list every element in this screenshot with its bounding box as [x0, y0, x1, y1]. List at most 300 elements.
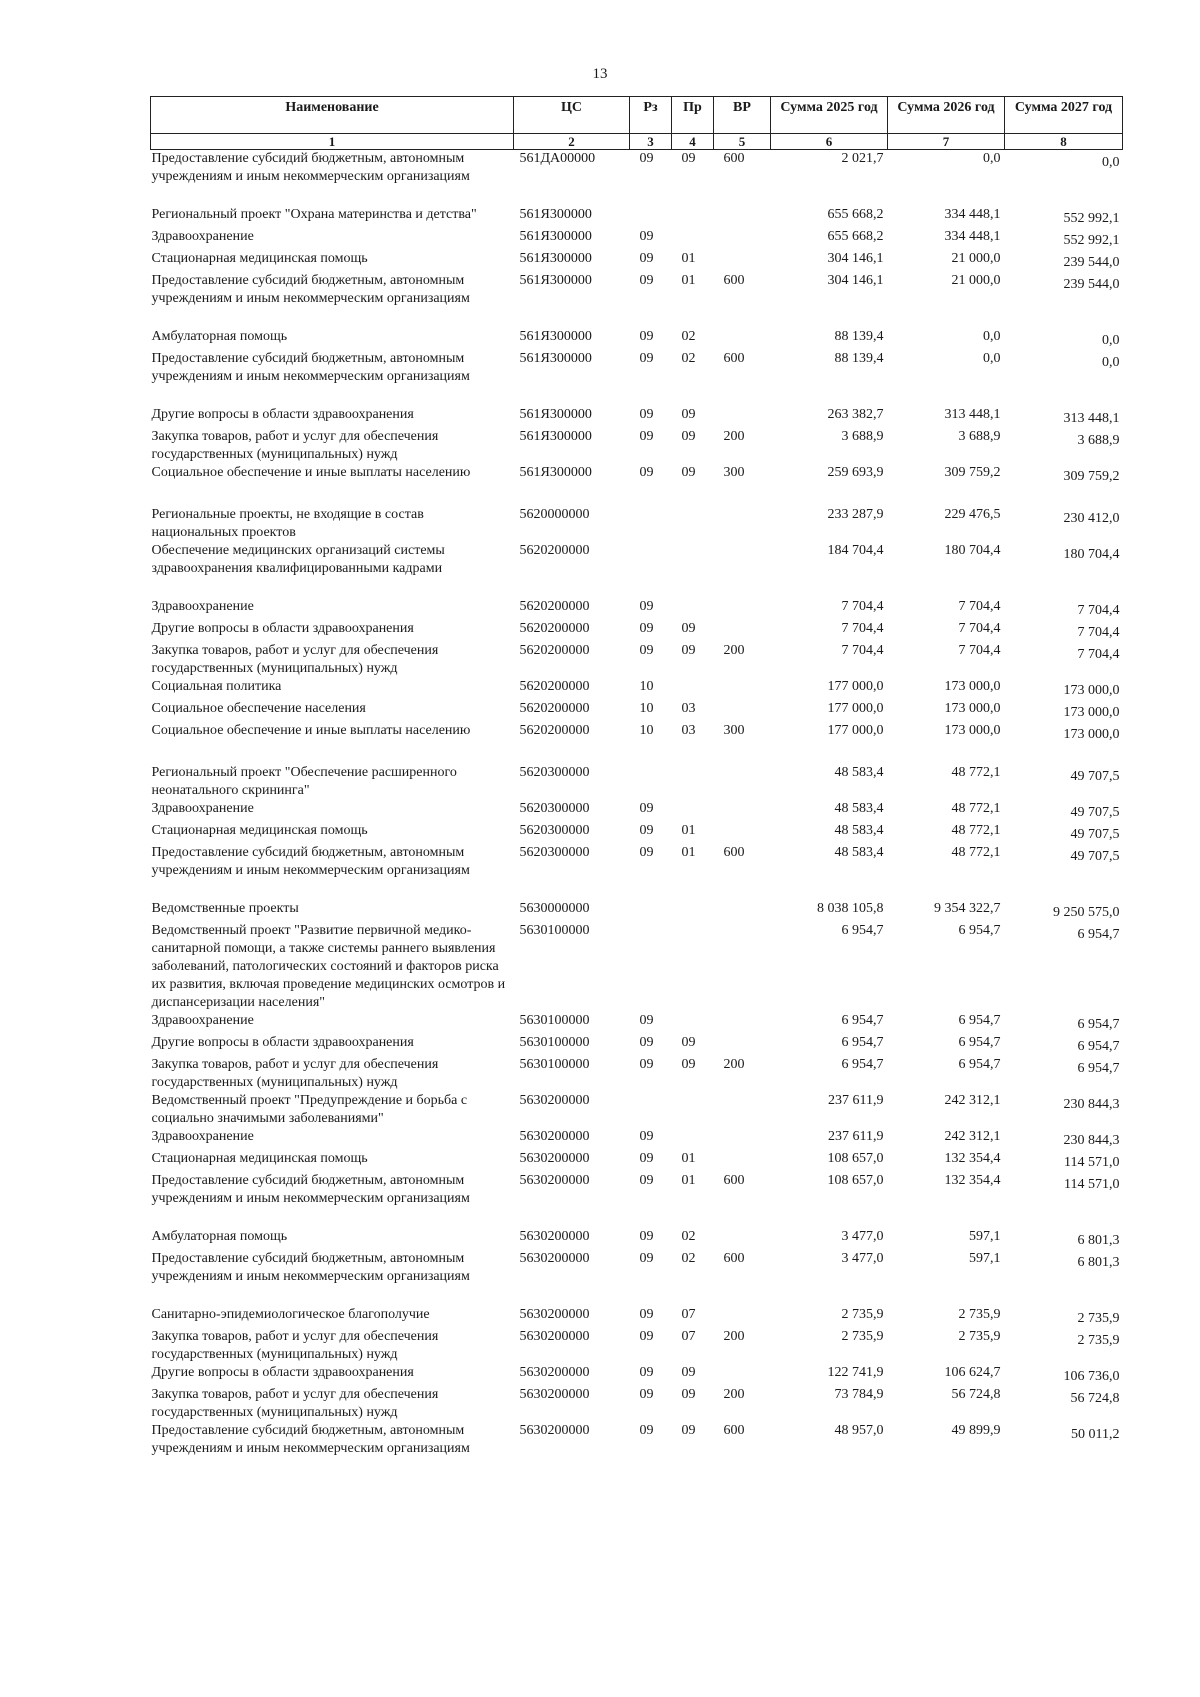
row-name: Закупка товаров, работ и услуг для обеспечения государственных (муниципальных) нужд	[151, 429, 439, 462]
row-sum-2025: 73 784,9	[834, 1387, 884, 1402]
row-sum-2025: 3 477,0	[841, 1229, 884, 1244]
row-sum-2027: 49 707,5	[1070, 805, 1120, 820]
row-name: Региональные проекты, не входящие в состав национальных проектов	[151, 507, 424, 540]
row-sum-2025: 177 000,0	[827, 679, 884, 694]
row-section: 09	[639, 1229, 654, 1244]
row-sum-2027: 2 735,9	[1077, 1333, 1120, 1348]
row-target-code: 5630200000	[519, 1129, 590, 1144]
row-subsection	[672, 206, 714, 228]
row-spacer-cell	[151, 578, 1123, 598]
row-sum-2027: 552 992,1	[1063, 211, 1120, 226]
row-sum-2026: 334 448,1	[944, 207, 1001, 222]
row-name: Санитарно-эпидемиологическое благополучие	[151, 1307, 430, 1322]
row-sum-2026: 173 000,0	[944, 679, 1001, 694]
row-sum-2027: 6 954,7	[1077, 1017, 1120, 1032]
header-vr: ВР	[714, 97, 771, 134]
row-section: 09	[639, 1387, 654, 1402]
row-target-code: 5630200000	[519, 1423, 590, 1438]
row-sum-2025: 3 688,9	[841, 429, 884, 444]
row-section	[630, 764, 672, 800]
row-sum-2026: 21 000,0	[951, 251, 1001, 266]
row-name: Стационарная медицинская помощь	[151, 823, 368, 838]
row-sum-2025: 6 954,7	[841, 923, 884, 938]
column-number: 2	[514, 134, 630, 150]
row-target-code: 561Я300000	[519, 329, 592, 344]
row-subsection: 03	[681, 701, 696, 716]
row-name: Здравоохранение	[151, 1129, 254, 1144]
row-subsection: 01	[681, 273, 696, 288]
row-sum-2025: 48 583,4	[834, 823, 884, 838]
row-sum-2026: 173 000,0	[944, 701, 1001, 716]
row-expense-type: 600	[723, 351, 745, 366]
row-sum-2026: 48 772,1	[951, 823, 1001, 838]
row-target-code: 5630200000	[519, 1307, 590, 1322]
row-section: 09	[639, 823, 654, 838]
row-target-code: 561Я300000	[519, 229, 592, 244]
row-section: 09	[639, 429, 654, 444]
row-sum-2026: 180 704,4	[944, 543, 1001, 558]
row-section: 09	[639, 351, 654, 366]
row-expense-type	[714, 800, 771, 822]
row-expense-type: 300	[723, 723, 745, 738]
table-row	[151, 844, 1123, 880]
table-row	[151, 1228, 1123, 1250]
row-name: Закупка товаров, работ и услуг для обеспечения государственных (муниципальных) нужд	[151, 1057, 439, 1090]
row-sum-2027: 6 954,7	[1077, 927, 1120, 942]
row-section: 10	[639, 701, 654, 716]
budget-table	[150, 96, 1123, 1458]
row-target-code: 5620000000	[519, 507, 590, 522]
row-section	[630, 206, 672, 228]
row-expense-type: 600	[723, 845, 745, 860]
row-sum-2027: 230 844,3	[1063, 1133, 1120, 1148]
row-name: Стационарная медицинская помощь	[151, 1151, 368, 1166]
table-row	[151, 1056, 1123, 1092]
row-expense-type	[714, 1306, 771, 1328]
row-subsection: 01	[681, 1151, 696, 1166]
row-expense-type	[714, 1034, 771, 1056]
row-sum-2025: 6 954,7	[841, 1057, 884, 1072]
row-sum-2026: 106 624,7	[944, 1365, 1001, 1380]
column-number: 6	[771, 134, 888, 150]
column-number: 5	[714, 134, 771, 150]
row-expense-type	[714, 900, 771, 922]
row-sum-2025: 122 741,9	[827, 1365, 884, 1380]
row-subsection	[672, 900, 714, 922]
row-target-code: 5630200000	[519, 1251, 590, 1266]
row-name: Ведомственный проект "Предупреждение и борьба с социально значимыми заболеваниями"	[151, 1093, 468, 1126]
table-row	[151, 542, 1123, 578]
row-spacer-cell	[151, 744, 1123, 764]
row-section: 09	[639, 1251, 654, 1266]
row-sum-2027: 309 759,2	[1063, 469, 1120, 484]
header-sum-2026: Сумма 2026 год	[888, 97, 1005, 134]
row-sum-2026: 132 354,4	[944, 1173, 1001, 1188]
column-number: 3	[630, 134, 672, 150]
row-section	[630, 922, 672, 1012]
row-name: Закупка товаров, работ и услуг для обеспечения государственных (муниципальных) нужд	[151, 1387, 439, 1420]
row-expense-type	[714, 620, 771, 642]
row-expense-type	[714, 506, 771, 542]
table-row	[151, 250, 1123, 272]
row-name: Здравоохранение	[151, 229, 254, 244]
row-sum-2025: 304 146,1	[827, 251, 884, 266]
column-number: 4	[672, 134, 714, 150]
row-sum-2026: 597,1	[969, 1251, 1001, 1266]
table-row	[151, 722, 1123, 744]
row-sum-2025: 184 704,4	[827, 543, 884, 558]
row-sum-2026: 334 448,1	[944, 229, 1001, 244]
row-sum-2026: 242 312,1	[944, 1093, 1001, 1108]
row-sum-2027: 239 544,0	[1063, 255, 1120, 270]
row-expense-type: 300	[723, 465, 745, 480]
row-section: 09	[639, 329, 654, 344]
row-sum-2025: 655 668,2	[827, 229, 884, 244]
table-row	[151, 598, 1123, 620]
row-sum-2027: 9 250 575,0	[1053, 905, 1120, 920]
row-target-code: 5630200000	[519, 1329, 590, 1344]
row-name: Предоставление субсидий бюджетным, автономным учреждениям и иным некоммерческим организациям	[151, 1251, 470, 1284]
row-section: 09	[639, 643, 654, 658]
row-target-code: 5630200000	[519, 1387, 590, 1402]
row-expense-type: 600	[723, 1173, 745, 1188]
table-row	[151, 800, 1123, 822]
row-expense-type: 200	[723, 643, 745, 658]
row-name: Стационарная медицинская помощь	[151, 251, 368, 266]
row-sum-2026: 0,0	[983, 151, 1001, 166]
row-sum-2025: 48 583,4	[834, 801, 884, 816]
row-sum-2027: 6 801,3	[1077, 1255, 1120, 1270]
row-name: Предоставление субсидий бюджетным, автономным учреждениям и иным некоммерческим организациям	[151, 273, 470, 306]
row-spacer-cell	[151, 880, 1123, 900]
row-sum-2027: 230 412,0	[1063, 511, 1120, 526]
row-spacer	[151, 744, 1123, 764]
row-name: Обеспечение медицинских организаций системы здравоохранения квалифицированными кадрами	[151, 543, 445, 576]
header-name: Наименование	[151, 97, 514, 134]
row-subsection: 09	[681, 1423, 696, 1438]
row-sum-2025: 237 611,9	[828, 1093, 884, 1108]
row-sum-2025: 108 657,0	[827, 1151, 884, 1166]
row-section: 09	[639, 1151, 654, 1166]
row-target-code: 5630200000	[519, 1229, 590, 1244]
header-sum-2025: Сумма 2025 год	[771, 97, 888, 134]
row-subsection	[672, 228, 714, 250]
row-expense-type	[714, 1364, 771, 1386]
table-row	[151, 1034, 1123, 1056]
row-expense-type	[714, 1092, 771, 1128]
table-row	[151, 822, 1123, 844]
row-section: 09	[639, 845, 654, 860]
header-numbers-row	[151, 134, 1123, 150]
row-sum-2025: 304 146,1	[827, 273, 884, 288]
row-target-code: 5630200000	[519, 1365, 590, 1380]
row-section: 09	[639, 621, 654, 636]
row-target-code: 561ДА00000	[519, 151, 596, 166]
table-row	[151, 922, 1123, 1012]
row-sum-2025: 655 668,2	[827, 207, 884, 222]
row-name: Закупка товаров, работ и услуг для обеспечения государственных (муниципальных) нужд	[151, 1329, 439, 1362]
row-sum-2025: 3 477,0	[841, 1251, 884, 1266]
header-code: ЦС	[514, 97, 630, 134]
row-sum-2025: 237 611,9	[828, 1129, 884, 1144]
row-spacer-cell	[151, 386, 1123, 406]
row-sum-2025: 7 704,4	[841, 621, 884, 636]
row-name: Ведомственные проекты	[151, 901, 299, 916]
row-sum-2025: 263 382,7	[827, 407, 884, 422]
row-subsection: 01	[681, 1173, 696, 1188]
row-expense-type: 600	[723, 273, 745, 288]
row-sum-2027: 49 707,5	[1070, 769, 1120, 784]
row-spacer	[151, 386, 1123, 406]
row-name: Предоставление субсидий бюджетным, автономным учреждениям и иным некоммерческим организациям	[151, 1173, 470, 1206]
row-target-code: 5620200000	[519, 643, 590, 658]
row-name: Предоставление субсидий бюджетным, автономным учреждениям и иным некоммерческим организациям	[151, 351, 470, 384]
row-target-code: 561Я300000	[519, 407, 592, 422]
row-sum-2027: 180 704,4	[1063, 547, 1120, 562]
row-sum-2027: 230 844,3	[1063, 1097, 1120, 1112]
row-subsection: 02	[681, 329, 696, 344]
row-sum-2025: 8 038 105,8	[817, 901, 884, 916]
row-sum-2026: 173 000,0	[944, 723, 1001, 738]
table-header	[151, 97, 1123, 150]
row-target-code: 5630000000	[519, 901, 590, 916]
row-expense-type: 200	[723, 1057, 745, 1072]
table-row	[151, 1386, 1123, 1422]
row-name: Амбулаторная помощь	[151, 329, 288, 344]
row-target-code: 561Я300000	[519, 429, 592, 444]
row-expense-type: 200	[723, 429, 745, 444]
row-section: 09	[639, 801, 654, 816]
row-name: Другие вопросы в области здравоохранения	[151, 1035, 414, 1050]
row-section: 09	[639, 599, 654, 614]
row-sum-2026: 313 448,1	[944, 407, 1001, 422]
row-target-code: 5620300000	[519, 801, 590, 816]
table-row	[151, 1012, 1123, 1034]
row-subsection: 09	[681, 643, 696, 658]
row-target-code: 5620200000	[519, 723, 590, 738]
row-sum-2026: 7 704,4	[958, 599, 1001, 614]
table-row	[151, 1150, 1123, 1172]
table-row	[151, 506, 1123, 542]
column-number: 7	[888, 134, 1005, 150]
row-name: Другие вопросы в области здравоохранения	[151, 621, 414, 636]
row-name: Предоставление субсидий бюджетным, автономным учреждениям и иным некоммерческим организациям	[151, 151, 470, 184]
row-target-code: 5620200000	[519, 543, 590, 558]
row-expense-type	[714, 228, 771, 250]
row-subsection	[672, 1092, 714, 1128]
row-sum-2027: 56 724,8	[1070, 1391, 1120, 1406]
row-sum-2027: 0,0	[1102, 355, 1120, 370]
row-target-code: 5630100000	[519, 1057, 590, 1072]
table-row	[151, 350, 1123, 386]
row-sum-2026: 48 772,1	[951, 801, 1001, 816]
header-rz: Рз	[630, 97, 672, 134]
table-row	[151, 328, 1123, 350]
row-subsection	[672, 800, 714, 822]
row-sum-2027: 173 000,0	[1063, 727, 1120, 742]
column-number: 1	[151, 134, 514, 150]
row-sum-2026: 9 354 322,7	[934, 901, 1001, 916]
row-sum-2027: 173 000,0	[1063, 705, 1120, 720]
row-spacer-cell	[151, 1286, 1123, 1306]
table-row	[151, 272, 1123, 308]
table-row	[151, 642, 1123, 678]
row-name: Другие вопросы в области здравоохранения	[151, 1365, 414, 1380]
row-name: Региональный проект "Обеспечение расширенного неонатального скрининга"	[151, 765, 457, 798]
row-target-code: 5620200000	[519, 621, 590, 636]
row-section: 09	[639, 1129, 654, 1144]
row-section: 09	[639, 229, 654, 244]
row-spacer-cell	[151, 186, 1123, 206]
row-name: Здравоохранение	[151, 1013, 254, 1028]
row-section: 09	[639, 1035, 654, 1050]
row-sum-2026: 56 724,8	[951, 1387, 1001, 1402]
row-name: Предоставление субсидий бюджетным, автономным учреждениям и иным некоммерческим организациям	[151, 845, 470, 878]
row-subsection: 01	[681, 823, 696, 838]
row-sum-2027: 106 736,0	[1063, 1369, 1120, 1384]
table-row	[151, 700, 1123, 722]
row-section	[630, 900, 672, 922]
row-name: Социальная политика	[151, 679, 282, 694]
table-row	[151, 1092, 1123, 1128]
row-sum-2027: 552 992,1	[1063, 233, 1120, 248]
row-expense-type	[714, 764, 771, 800]
row-subsection: 09	[681, 621, 696, 636]
row-section: 10	[639, 679, 654, 694]
row-spacer-cell	[151, 1208, 1123, 1228]
row-sum-2026: 48 772,1	[951, 765, 1001, 780]
table-row	[151, 150, 1123, 187]
row-name: Здравоохранение	[151, 599, 254, 614]
row-target-code: 5620300000	[519, 845, 590, 860]
row-sum-2025: 48 583,4	[834, 845, 884, 860]
row-sum-2026: 0,0	[983, 329, 1001, 344]
row-subsection: 03	[681, 723, 696, 738]
row-name: Другие вопросы в области здравоохранения	[151, 407, 414, 422]
row-expense-type: 600	[723, 1251, 745, 1266]
row-target-code: 5620200000	[519, 679, 590, 694]
row-sum-2025: 2 735,9	[841, 1307, 884, 1322]
row-sum-2026: 229 476,5	[944, 507, 1001, 522]
row-sum-2027: 114 571,0	[1064, 1155, 1120, 1170]
row-target-code: 5620200000	[519, 599, 590, 614]
row-subsection: 09	[681, 1057, 696, 1072]
row-subsection: 09	[681, 1365, 696, 1380]
row-subsection	[672, 764, 714, 800]
row-expense-type	[714, 1128, 771, 1150]
row-sum-2025: 2 021,7	[841, 151, 884, 166]
row-target-code: 561Я300000	[519, 273, 592, 288]
row-subsection	[672, 922, 714, 1012]
row-name: Ведомственный проект "Развитие первичной медико-санитарной помощи, а также системы раннего выявления заболеваний, патологических состояний и факторов риска их развития, включая проведение медицинских осмотров и диспансеризации населения"	[151, 923, 506, 1010]
row-section: 09	[639, 1013, 654, 1028]
header-pr: Пр	[672, 97, 714, 134]
row-name: Здравоохранение	[151, 801, 254, 816]
row-sum-2027: 49 707,5	[1070, 849, 1120, 864]
row-section	[630, 506, 672, 542]
row-sum-2026: 242 312,1	[944, 1129, 1001, 1144]
row-section	[630, 542, 672, 578]
row-sum-2027: 6 954,7	[1077, 1039, 1120, 1054]
row-sum-2027: 2 735,9	[1077, 1311, 1120, 1326]
column-number: 8	[1005, 134, 1123, 150]
row-name: Социальное обеспечение и иные выплаты населению	[151, 465, 471, 480]
row-sum-2027: 6 801,3	[1077, 1233, 1120, 1248]
table-row	[151, 1250, 1123, 1286]
row-section: 09	[639, 1365, 654, 1380]
row-name: Социальное обеспечение населения	[151, 701, 366, 716]
row-target-code: 561Я300000	[519, 351, 592, 366]
row-sum-2025: 6 954,7	[841, 1013, 884, 1028]
row-sum-2026: 309 759,2	[944, 465, 1001, 480]
row-sum-2025: 7 704,4	[841, 599, 884, 614]
row-target-code: 5630200000	[519, 1173, 590, 1188]
table-row	[151, 464, 1123, 486]
row-subsection: 02	[681, 1229, 696, 1244]
row-expense-type	[714, 1228, 771, 1250]
row-subsection	[672, 542, 714, 578]
row-target-code: 5630100000	[519, 923, 590, 938]
row-sum-2025: 259 693,9	[827, 465, 884, 480]
row-expense-type	[714, 250, 771, 272]
row-target-code: 5620300000	[519, 823, 590, 838]
row-sum-2026: 3 688,9	[958, 429, 1001, 444]
row-expense-type	[714, 678, 771, 700]
row-target-code: 5630100000	[519, 1013, 590, 1028]
row-subsection: 01	[681, 251, 696, 266]
row-section: 09	[639, 1307, 654, 1322]
row-expense-type: 600	[723, 1423, 745, 1438]
table-row	[151, 228, 1123, 250]
row-subsection	[672, 506, 714, 542]
row-section: 09	[639, 1423, 654, 1438]
row-subsection: 02	[681, 1251, 696, 1266]
row-section: 09	[639, 465, 654, 480]
row-subsection: 07	[681, 1307, 696, 1322]
table-row	[151, 206, 1123, 228]
row-sum-2026: 48 772,1	[951, 845, 1001, 860]
row-target-code: 5630100000	[519, 1035, 590, 1050]
row-section: 09	[639, 1057, 654, 1072]
row-sum-2027: 0,0	[1102, 155, 1120, 170]
row-section: 09	[639, 151, 654, 166]
row-expense-type	[714, 206, 771, 228]
row-target-code: 5630200000	[519, 1151, 590, 1166]
row-sum-2027: 239 544,0	[1063, 277, 1120, 292]
row-section: 09	[639, 1329, 654, 1344]
row-expense-type: 600	[723, 151, 745, 166]
row-expense-type	[714, 598, 771, 620]
row-target-code: 561Я300000	[519, 251, 592, 266]
row-section: 09	[639, 407, 654, 422]
row-sum-2026: 21 000,0	[951, 273, 1001, 288]
row-expense-type	[714, 406, 771, 428]
row-spacer	[151, 1208, 1123, 1228]
row-target-code: 561Я300000	[519, 207, 592, 222]
row-sum-2026: 597,1	[969, 1229, 1001, 1244]
row-subsection: 09	[681, 1387, 696, 1402]
row-spacer	[151, 1286, 1123, 1306]
row-sum-2025: 177 000,0	[827, 723, 884, 738]
row-name: Социальное обеспечение и иные выплаты населению	[151, 723, 471, 738]
row-subsection: 09	[681, 429, 696, 444]
row-sum-2026: 132 354,4	[944, 1151, 1001, 1166]
row-name: Закупка товаров, работ и услуг для обеспечения государственных (муниципальных) нужд	[151, 643, 439, 676]
row-section: 10	[639, 723, 654, 738]
table-row	[151, 900, 1123, 922]
row-sum-2026: 6 954,7	[958, 1013, 1001, 1028]
row-subsection: 09	[681, 465, 696, 480]
